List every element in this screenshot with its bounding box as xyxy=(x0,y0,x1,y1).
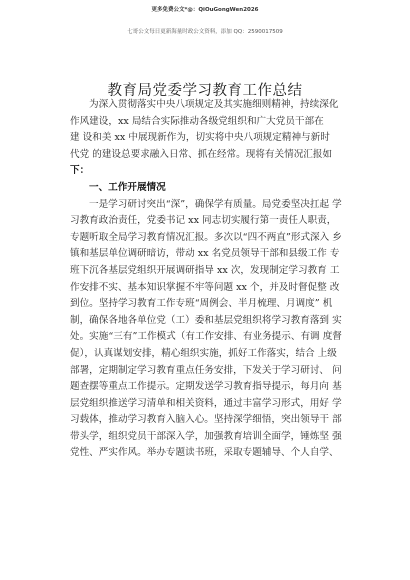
body-line: 一是学习研讨突出“深”，确保学有质量。局党委坚决扛起 学 xyxy=(89,198,342,210)
body-line: 下： xyxy=(70,165,90,177)
body-line: 制，确保各地各单位党（工）委和基层党组织将学习教育落到 实 xyxy=(70,314,342,326)
body-line: 作风建设，xx 局结合实际推动各级党组织和广大党员干部在 xyxy=(70,115,324,127)
top-banner: 更多免费公文*@：QiOuGongWen2026 xyxy=(151,7,259,13)
body-line: 党性、严实作风。举办专题读书班，采取专题辅导、个人自学、 xyxy=(70,447,339,459)
body-line: 到位。坚持学习教育工作专班“周例会、半月梳理、月调度” 机 xyxy=(70,298,333,310)
body-line: 代党 的建设总要求融入日常、抓在经常。现将有关情况汇报如 xyxy=(70,148,333,160)
body-line: 促），认真谋划安排，精心组织实施，抓好工作落实，结合 上级 xyxy=(70,347,337,359)
body-line: 建 设和美 xx 中展现新作为，切实将中央八项规定精神与新时 xyxy=(70,132,330,144)
body-line: 题查摆等重点工作提示。定期发送学习教育指导提示，每月向 基 xyxy=(70,381,342,393)
body-line: 作安排不实、基本知识掌握不牢等问题 xx 个，并及时督促整 改 xyxy=(70,281,340,293)
body-line: 处。实施“三有”工作模式（有工作安排、有业务提示、有调 度督 xyxy=(70,331,342,343)
body-line: 部署，定期制定学习教育重点任务安排，下发关于学习研讨、 问 xyxy=(70,364,342,376)
body-line: 镇和基层单位调研暗访，带动 xx 名党员领导干部和县级工作 专 xyxy=(70,248,340,260)
body-line: 习载体，推动学习教育入脑入心。坚持深学细悟，突出领导干 部 xyxy=(70,414,342,426)
document-title: 教育局党委学习教育工作总结 xyxy=(107,83,303,99)
section-heading: 一、工作开展情况 xyxy=(89,181,166,193)
document-body xyxy=(70,97,362,462)
body-line: 层党组织推送学习清单和相关资料，通过丰富学习形式，用好 学 xyxy=(70,397,342,409)
body-line: 带头学，组织党员干部深入学，加强教育培训全面学，锤炼坚 强 xyxy=(70,430,342,442)
sub-banner: 七哥公文每日更新海量时政公文资料，添加 QQ：2590017509 xyxy=(127,29,283,35)
body-line: 班下沉各基层党组织开展调研指导 xx 次，发现制定学习教育 工 xyxy=(70,264,340,276)
body-line: 为深入贯彻落实中央八项规定及其实施细则精神，持续深化 xyxy=(89,99,339,110)
body-line: 习教育政治责任，党委书记 xx 同志切实履行第一责任人职责， xyxy=(70,215,337,227)
body-line: 专题听取全局学习教育情况汇报。多次以“四不两直”形式深入 乡 xyxy=(70,231,342,243)
